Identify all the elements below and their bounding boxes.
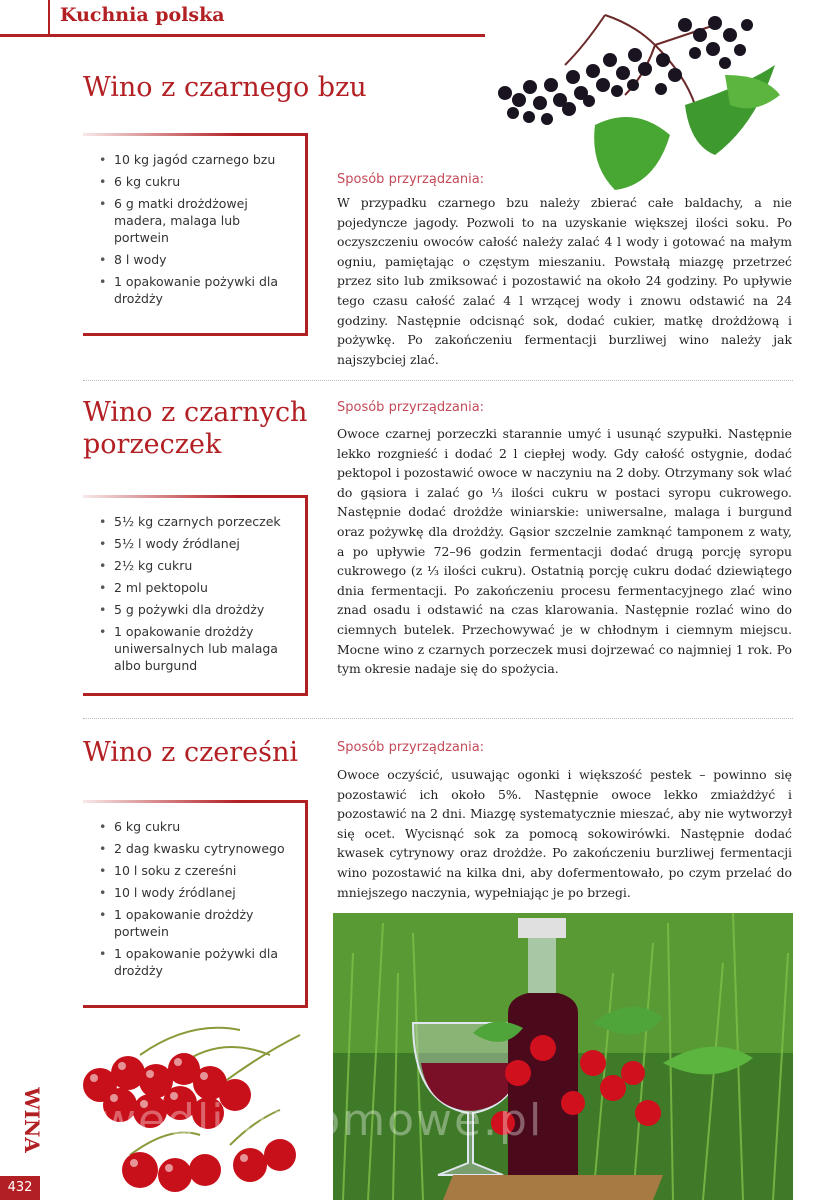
page-number: 432 [0, 1176, 40, 1200]
method-label: Sposób przyrządzania: [337, 740, 485, 755]
ingredient-item: • 2 dag kwasku cytrynowego [99, 840, 295, 857]
ingredient-item: • 5 g pożywki dla drożdży [99, 601, 295, 618]
header-notch [0, 0, 50, 34]
recipe-title-blackcurrant [83, 397, 307, 461]
section-divider [83, 718, 793, 719]
ingredient-item: • 1 opakowanie drożdży uniwersalnych lub malaga albo burgund [99, 623, 295, 674]
ingredient-item: • 2½ kg cukru [99, 557, 295, 574]
ingredient-item: • 6 g matki drożdżowej madera, malaga lub portwein [99, 195, 295, 246]
section-tab-label [3, 1080, 44, 1160]
ingredient-item: • 10 l soku z czereśni [99, 862, 295, 879]
ingredient-item: • 10 l wody źródlanej [99, 884, 295, 901]
ingredient-item: • 10 kg jagód czarnego bzu [99, 151, 295, 168]
method-label: Sposób przyrządzania: [337, 400, 485, 415]
ingredient-item: • 2 ml pektopolu [99, 579, 295, 596]
method-text-cherry: Owoce oczyścić, usuwając ogonki i większość pestek – powinno się pozostawić ich około 5%. Następnie owoce lekko zmiażdżyć i pozostawić na 2 dni. Miazgę systematycznie mieszać, aby nie wytworzył się ocet. Wycisnąć sok za pomocą sokowirówki. Następnie dodać kwasek cytrynowy oraz drożdże. Po zakończeniu burzliwej fermentacji wino pozostawić na kilka dni, aby dofermentowało, po czym przelać do mniejszego naczynia, wypełniając je po brzegi. [337, 767, 792, 900]
ingredient-item: • 5½ l wody źródlanej [99, 535, 295, 552]
ingredient-item: • 8 l wody [99, 251, 295, 268]
ingredient-item: • 1 opakowanie drożdży portwein [99, 906, 295, 940]
ingredient-item: • 5½ kg czarnych porzeczek [99, 513, 295, 530]
recipe-title-line: porzeczek [83, 429, 222, 460]
watermark-text: wedlinydomowe.pl [100, 1095, 544, 1146]
ingredient-item: • 6 kg cukru [99, 818, 295, 835]
section-tab-text: WINA [20, 1087, 44, 1153]
running-header: Kuchnia polska [60, 4, 225, 26]
header-rule [0, 34, 485, 37]
method-text-blackcurrant: Owoce czarnej porzeczki starannie umyć i usunąć szypułki. Następnie lekko rozgnieść i dodać 2 l ciepłej wody. Gdy całość ostygnie, dodać pektopol i pozostawić owoce w naczyniu na 2 doby. Otrzymany sok wlać do gąsiora i zalać go ⅓ ilości cukru w postaci syropu cukrowego. Następnie dodać drożdże winiarskie: uniwersalne, malaga i burgund oraz pożywkę dla drożdży. Gąsior szczelnie zamknąć tamponem z waty, a po upływie 72–96 godzin fermentacji dodać drugą porcję syropu cukrowego (z ⅓ ilości cukru). Ostatnią porcję cukru dodać dziewiątego dnia fermentacji. Po zakończeniu procesu fermentacyjnego zlać wino znad osadu i odstawić na czas klarowania. Następnie rozlać wino do ciemnych butelek. Przechowywać je w chłodnym i ciemnym miejscu. Mocne wino z czarnych porzeczek musi dojrzewać co najmniej 1 rok. Po tym okresie nadaje się do spożycia. [337, 426, 792, 677]
ingredients-box-blackcurrant [83, 495, 308, 696]
ingredient-item: • 1 opakowanie pożywki dla drożdży [99, 273, 295, 307]
recipe-title-elderberry: Wino z czarnego bzu [83, 72, 367, 103]
method-text-elderberry: W przypadku czarnego bzu należy zbierać całe baldachy, a nie pojedyncze jagody. Pozwoli to na uzyskanie większej ilości soku. Po oczyszczeniu owoców całość należy zalać 4 l wody i gotować na małym ogniu, pamiętając o częstym mieszaniu. Powstałą miazgę przetrzeć przez sito lub zmiksować i pozostawić na około 24 godziny. Po upływie tego czasu całość zalać 4 l wrzącej wody i znowu odstawić na 24 godziny. Następnie odcisnąć sok, dodać cukier, matkę drożdżową i pożywkę. Po zakończeniu fermentacji burzliwej wino należy jak najszybciej zlać. [337, 195, 792, 367]
section-divider [83, 380, 793, 381]
ingredient-item: • 6 kg cukru [99, 173, 295, 190]
elderberry-image [485, 5, 785, 195]
recipe-title-cherry: Wino z czereśni [83, 737, 299, 768]
ingredients-box-cherry [83, 800, 308, 1008]
ingredient-item: • 1 opakowanie pożywki dla drożdży [99, 945, 295, 979]
method-label: Sposób przyrządzania: [337, 172, 485, 187]
recipe-title-line: Wino z czarnych [83, 397, 308, 428]
ingredients-box-elderberry [83, 133, 308, 336]
cherry-wine-photo [333, 913, 793, 1200]
